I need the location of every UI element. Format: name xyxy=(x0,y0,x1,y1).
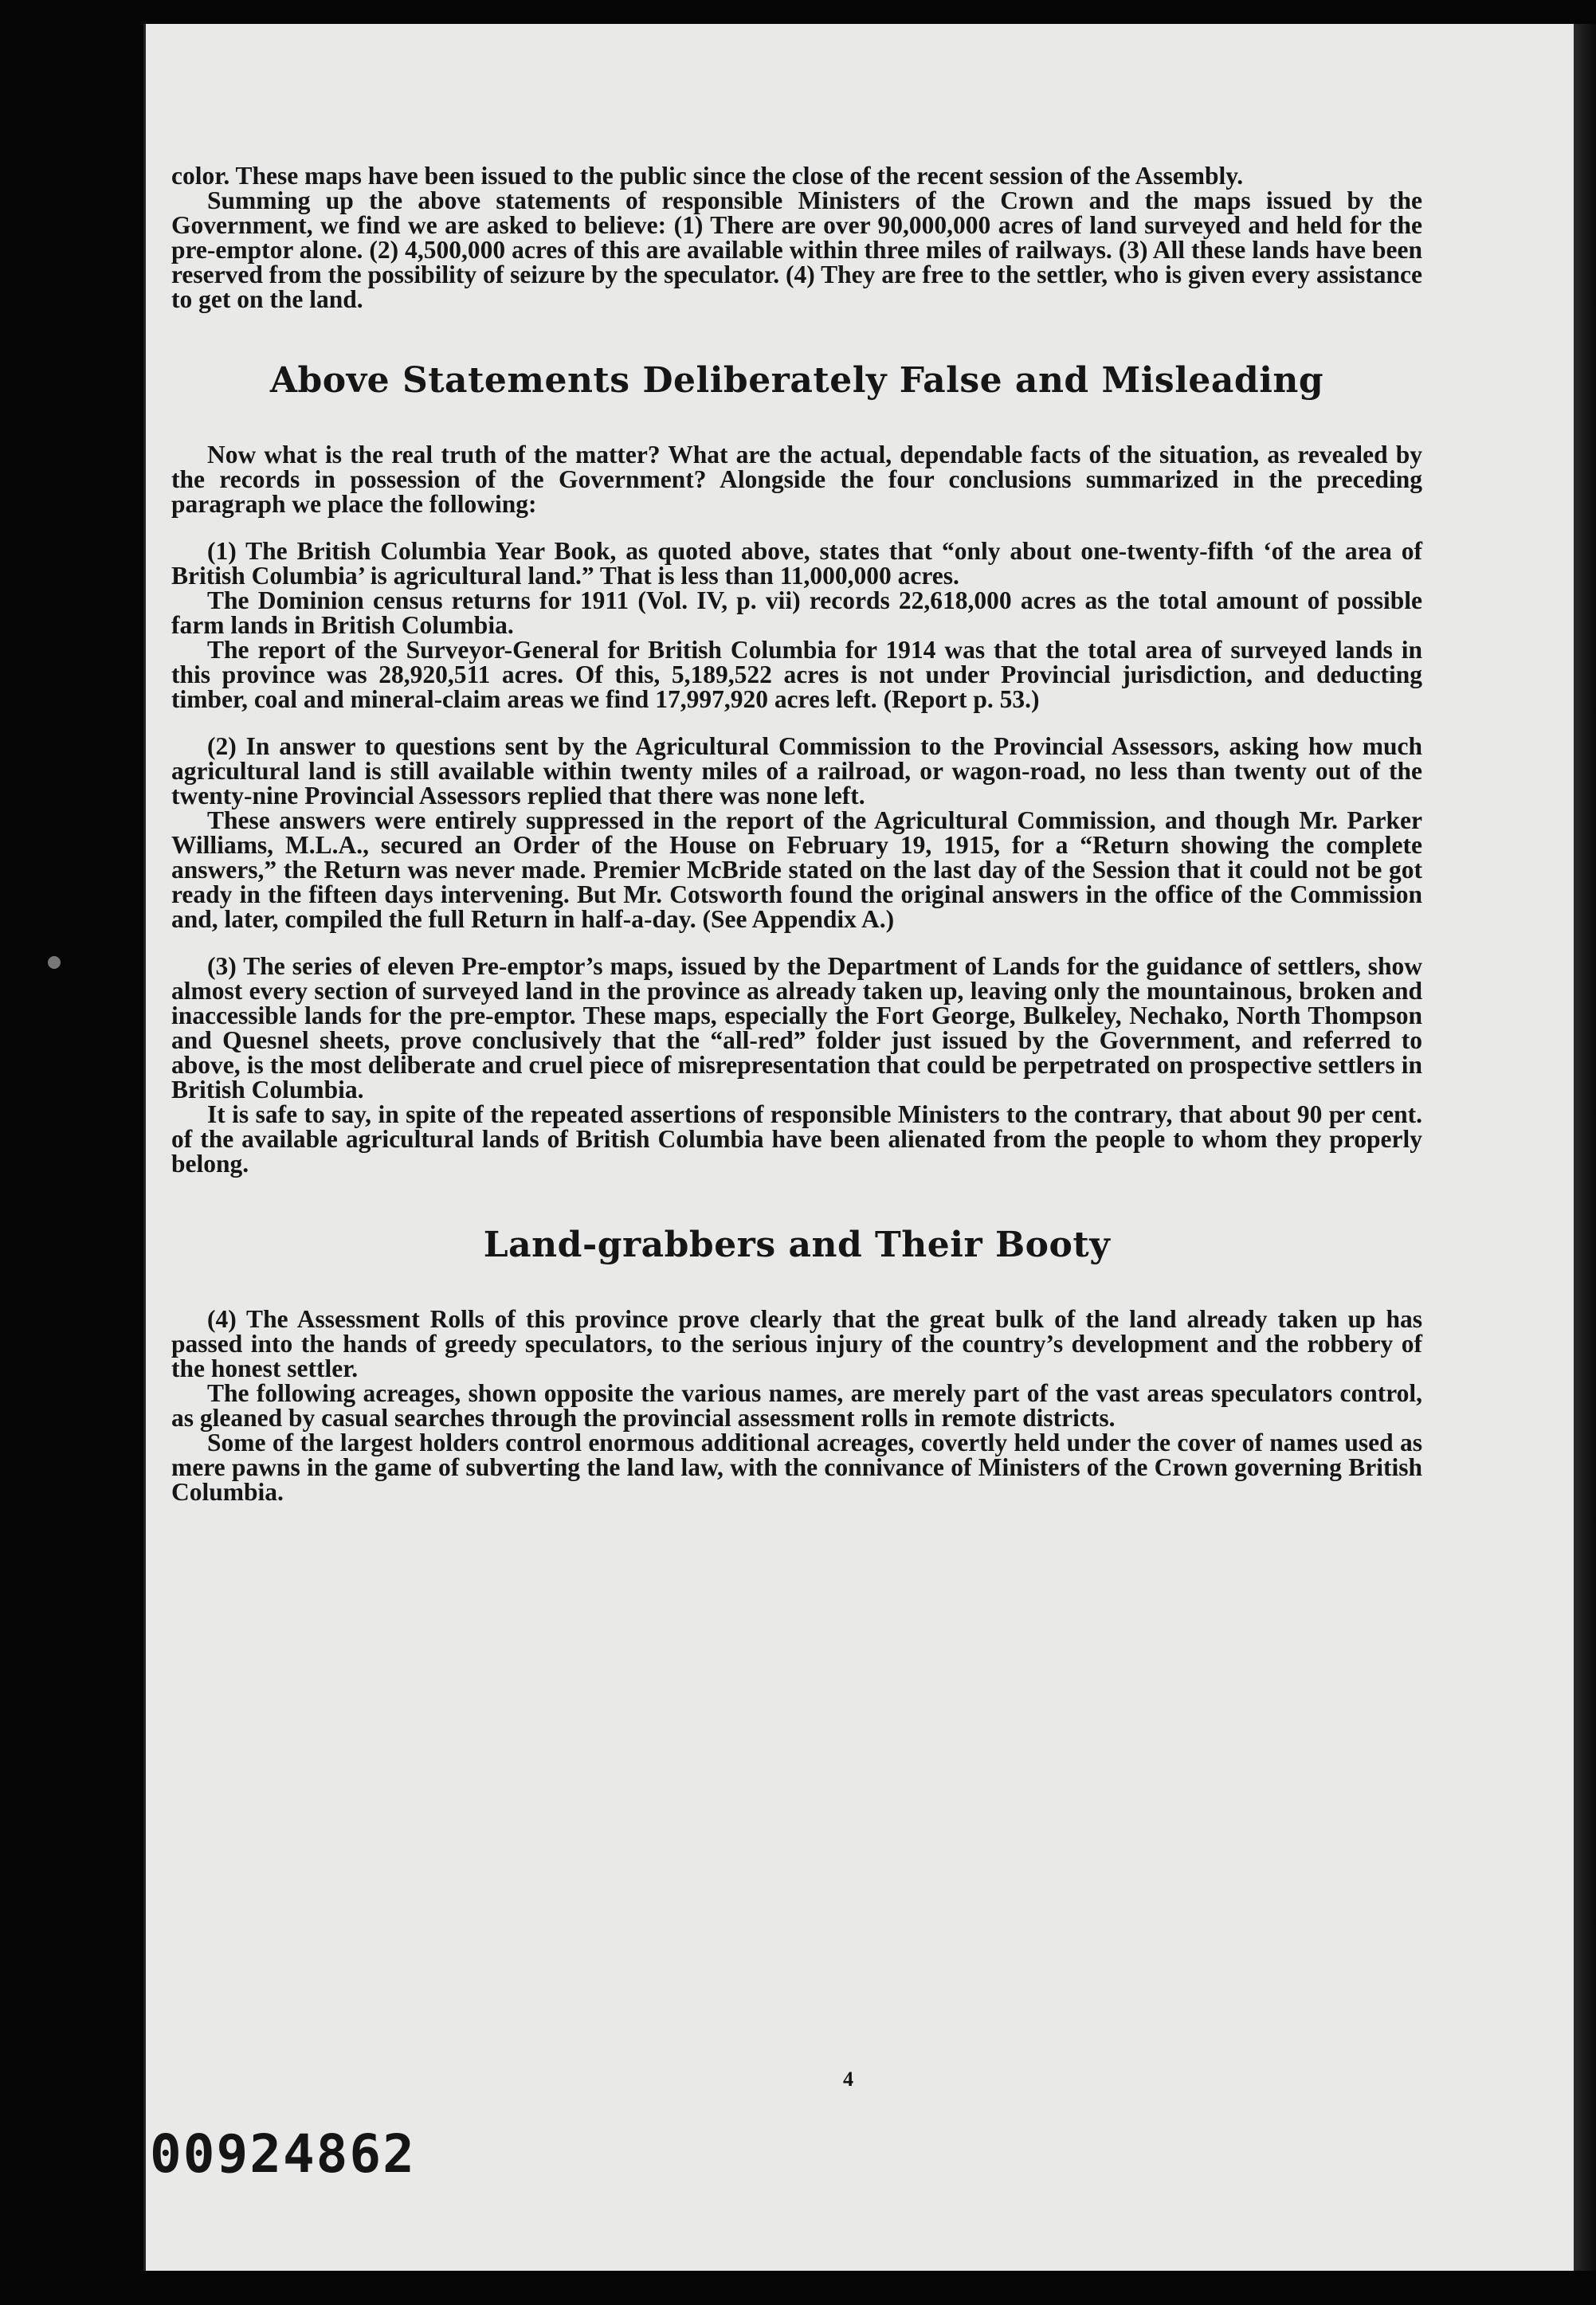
paragraph: (4) The Assessment Rolls of this province prove clearly that the great bulk of the land already taken up has passed into the hands of greedy speculators, to the serious injury of the country’s development and the robbery of the honest settler. xyxy=(171,1305,1422,1382)
microfilm-stamp-number: 00924862 xyxy=(150,2123,416,2185)
paragraph: The Dominion census returns for 1911 (Vol. IV, p. vii) records 22,618,000 acres as the total amount of possible farm lands in British Columbia. xyxy=(171,586,1422,639)
paragraph: The following acreages, shown opposite the various names, are merely part of the vast areas speculators control, as gleaned by casual searches through the provincial assessment rolls in remote districts. xyxy=(171,1379,1422,1432)
scan-smudge xyxy=(48,956,61,969)
paragraph: The report of the Surveyor-General for British Columbia for 1914 was that the total area of surveyed lands in this province was 28,920,511 acres. Of this, 5,189,522 acres is not under Provincial jurisdiction, and deducting timber, coal and mineral-claim areas we find 17,997,920 acres left. (Report p. 53.) xyxy=(171,636,1422,713)
paragraph: color. These maps have been issued to the public since the close of the recent session of the Assembly. xyxy=(171,162,1244,190)
paragraph: Now what is the real truth of the matter? What are the actual, dependable facts of the situation, as revealed by the records in possession of the Government? Alongside the four conclusions summarized in the preceding paragraph we place the following: xyxy=(171,441,1422,518)
paragraph: These answers were entirely suppressed in the report of the Agricultural Commission, and though Mr. Parker Williams, M.L.A., secured an Order of the House on February 19, 1915, for a “Return showing the complete answers,” the Return was never made. Premier McBride stated on the last day of the Session that it could not be got ready in the fifteen days intervening. But Mr. Cotsworth found the original answers in the office of the Commission and, later, compiled the full Return in half-a-day. (See Appendix A.) xyxy=(171,806,1422,933)
paragraph: (2) In answer to questions sent by the Agricultural Commission to the Provincial Assessors, asking how much agricultural land is still available within twenty miles of a railroad, or wagon-road, no less than twenty out of the twenty-nine Provincial Assessors replied that there was none left. xyxy=(171,732,1422,809)
page-number: 4 xyxy=(843,2068,853,2091)
section-heading: Land-grabbers and Their Booty xyxy=(483,1225,1111,1265)
paragraph: (1) The British Columbia Year Book, as quoted above, states that “only about one-twenty-fifth ‘of the area of British Columbia’ is agricultural land.” That is less than 11,000,000 acres. xyxy=(171,537,1422,590)
paragraph: Summing up the above statements of responsible Ministers of the Crown and the maps issued by the Government, we find we are asked to believe: (1) There are over 90,000,000 acres of land surveyed and held for the pre-emptor alone. (2) 4,500,000 acres of this are available within three miles of railways. (3) All these lands have been reserved from the possibility of seizure by the speculator. (4) They are free to the settler, who is given every assistance to get on the land. xyxy=(171,186,1422,313)
section-heading: Above Statements Deliberately False and Misleading xyxy=(269,360,1324,401)
body-text xyxy=(171,163,1422,1504)
book-spine xyxy=(1574,24,1596,2271)
paragraph: It is safe to say, in spite of the repeated assertions of responsible Ministers to the contrary, that about 90 per cent. of the available agricultural lands of British Columbia have been alienated from the people to whom they properly belong. xyxy=(171,1100,1422,1178)
paragraph: (3) The series of eleven Pre-emptor’s maps, issued by the Department of Lands for the guidance of settlers, show almost every section of surveyed land in the province as already taken up, leaving only the mountainous, broken and inaccessible lands for the pre-emptor. These maps, especially the Fort George, Bulkeley, Nechako, North Thompson and Quesnel sheets, prove conclusively that the “all-red” folder just issued by the Government, and referred to above, is the most deliberate and cruel piece of misrepresentation that could be perpetrated on prospective settlers in British Columbia. xyxy=(171,952,1422,1103)
paragraph: Some of the largest holders control enormous additional acreages, covertly held under the cover of names used as mere pawns in the game of subverting the land law, with the connivance of Ministers of the Crown governing British Columbia. xyxy=(171,1429,1422,1506)
